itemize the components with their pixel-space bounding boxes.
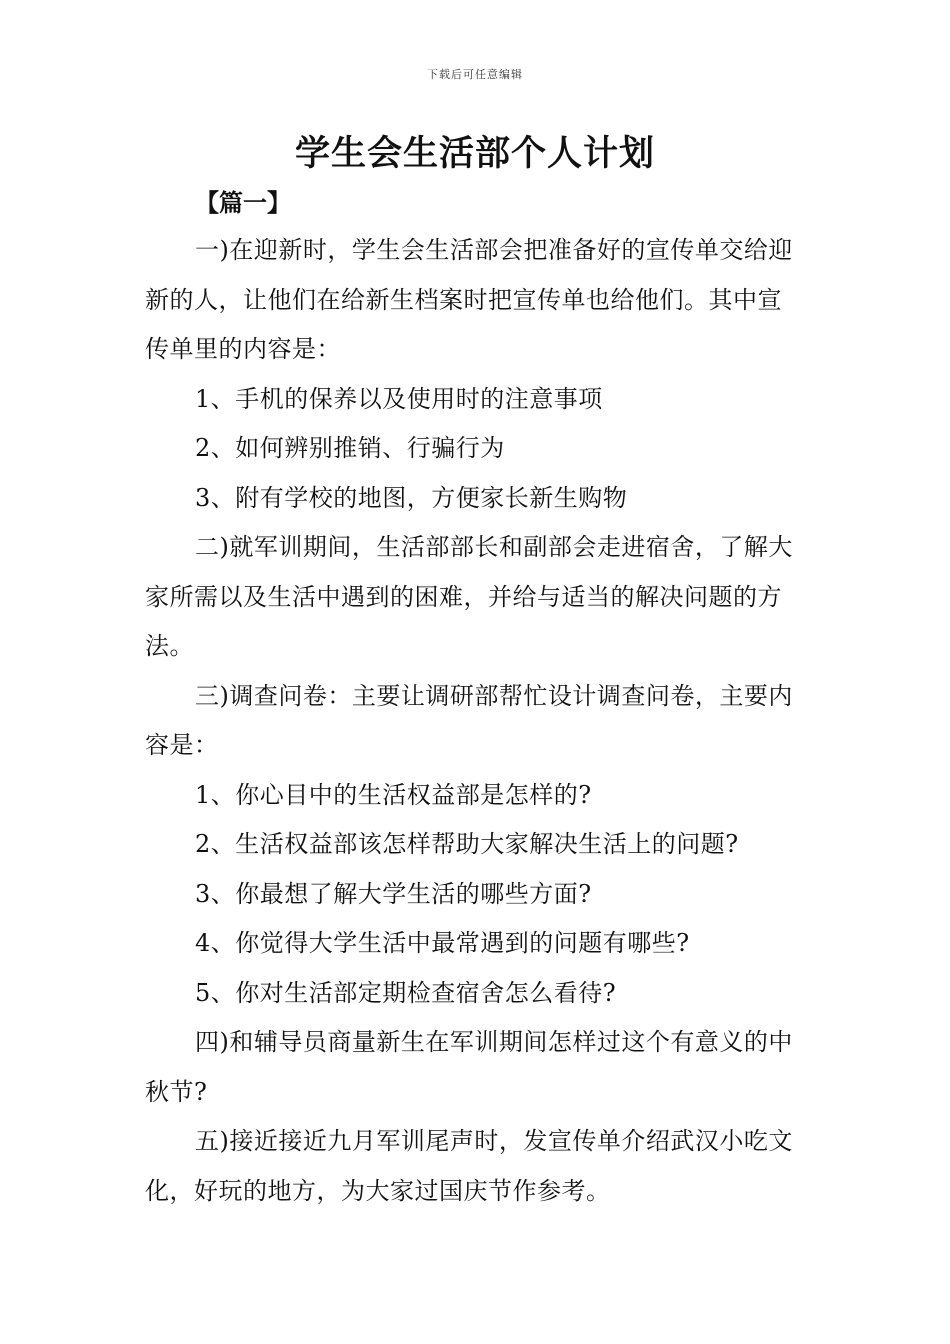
document-title: 学生会生活部个人计划 (294, 134, 655, 174)
list-item: 2、生活权益部该怎样帮助大家解决生活上的问题? (195, 830, 739, 858)
list-item: 3、你最想了解大学生活的哪些方面? (195, 879, 592, 908)
list-item: 3、附有学校的地图，方便家长新生购物 (195, 483, 628, 512)
paragraph: 四)和辅导员商量新生在军训期间怎样过这个有意义的中秋节? (145, 1028, 793, 1106)
list-item: 4、你觉得大学生活中最常遇到的问题有哪些? (195, 929, 690, 957)
list-item: 1、手机的保养以及使用时的注意事项 (195, 384, 603, 413)
paragraph: 二)就军训期间，生活部部长和副部会走进宿舍，了解大家所需以及生活中遇到的困难，并给与适当的解决问题的方法。 (145, 533, 793, 660)
header-note: 下载后可任意编辑 (427, 68, 523, 81)
paragraph: 五)接近接近九月军训尾声时，发宣传单介绍武汉小吃文化，好玩的地方，为大家过国庆节作参考。 (145, 1127, 793, 1205)
list-item: 5、你对生活部定期检查宿舍怎么看待? (195, 978, 617, 1007)
list-item: 2、如何辨别推销、行骗行为 (195, 434, 505, 462)
paragraph: 一)在迎新时，学生会生活部会把准备好的宣传单交给迎新的人，让他们在给新生档案时把宣传单也给他们。其中宣传单里的内容是： (145, 236, 793, 363)
paragraph: 三)调查问卷：主要让调研部帮忙设计调查问卷，主要内容是： (145, 681, 793, 759)
section-label: 【篇一】 (195, 188, 291, 217)
list-item: 1、你心目中的生活权益部是怎样的? (195, 780, 592, 809)
document-body (145, 226, 805, 1216)
